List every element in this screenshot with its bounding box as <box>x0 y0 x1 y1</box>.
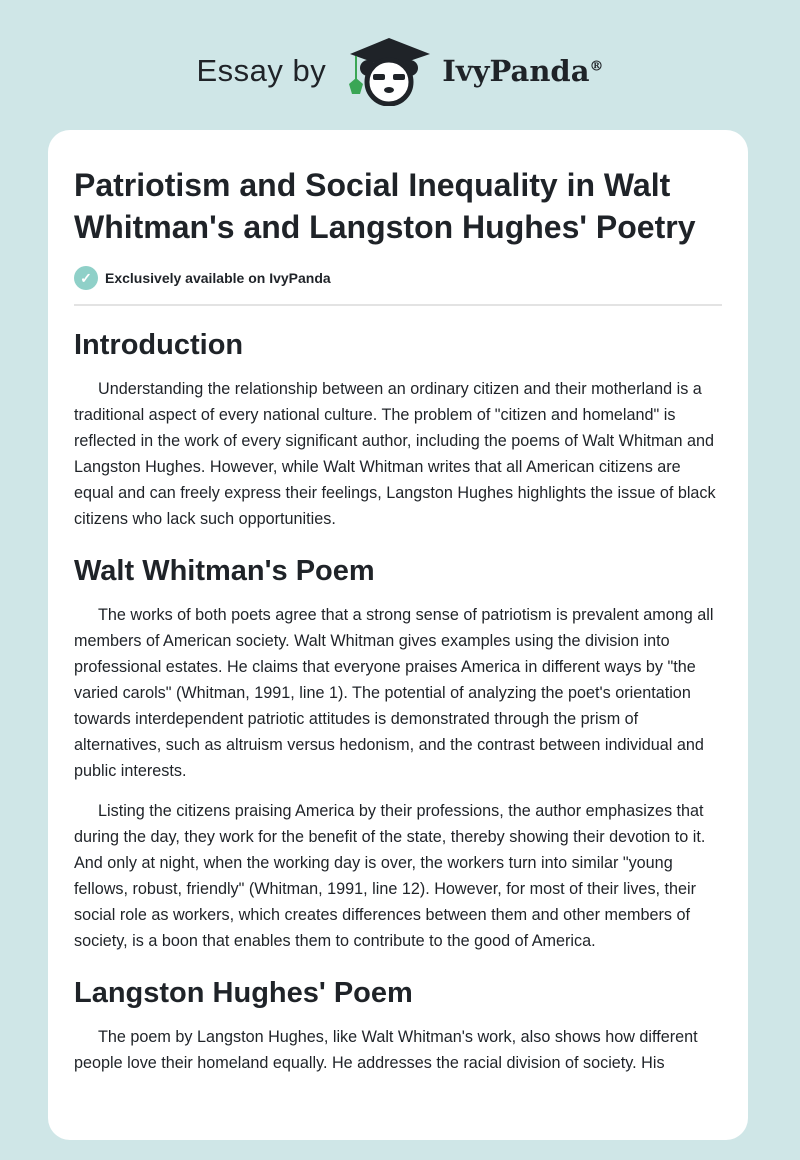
check-icon: ✓ <box>74 266 98 290</box>
section-heading: Walt Whitman's Poem <box>74 555 375 587</box>
divider <box>74 304 722 306</box>
paragraph: Listing the citizens praising America by their professions, the author emphasizes that during the day, they work for the benefit of the state, thereby showing their devotion to it. And only at night, when the working day is over, the workers turn into similar "young fellows, robust, friendly" (Whitman, 1991, line 12). However, for most of their lives, their social role as workers, which creates differences between them and other members of society, is a boon that enables them to contribute to the good of America. <box>74 802 706 950</box>
site-header <box>0 36 800 106</box>
exclusive-badge <box>74 266 722 290</box>
registered-mark: ® <box>589 58 604 75</box>
panda-logo-icon[interactable] <box>346 36 432 106</box>
exclusive-label: Exclusively available on IvyPanda <box>105 270 331 286</box>
brand-name[interactable] <box>442 54 603 88</box>
paragraph: Understanding the relationship between an ordinary citizen and their motherland is a traditional aspect of every national culture. The problem of "citizen and homeland" is reflected in the work of every significant author, including the poems of Walt Whitman and Langston Hughes. However, while Walt Whitman writes that all American citizens are equal and can freely express their feelings, Langston Hughes highlights the issue of black citizens who lack such opportunities. <box>74 380 716 528</box>
essay-title: Patriotism and Social Inequality in Walt Whitman's and Langston Hughes' Poetry <box>74 167 696 245</box>
essay-card <box>48 130 748 1140</box>
brand-text: IvyPanda <box>442 54 590 88</box>
section-heading: Langston Hughes' Poem <box>74 977 413 1009</box>
paragraph: The poem by Langston Hughes, like Walt Whitman's work, also shows how different people love their homeland equally. He addresses the racial division of society. His <box>74 1028 698 1072</box>
essay-by-label: Essay by <box>196 53 327 88</box>
paragraph: The works of both poets agree that a strong sense of patriotism is prevalent among all members of American society. Walt Whitman gives examples using the division into professional estates. He claims that everyone praises America in different ways by "the varied carols" (Whitman, 1991, line 1). The potential of analyzing the poet's orientation towards interdependent patriotic attitudes is demonstrated through the prism of alternatives, such as altruism versus hedonism, and the contrast between individual and public interests. <box>74 606 714 780</box>
section-heading: Introduction <box>74 329 244 361</box>
